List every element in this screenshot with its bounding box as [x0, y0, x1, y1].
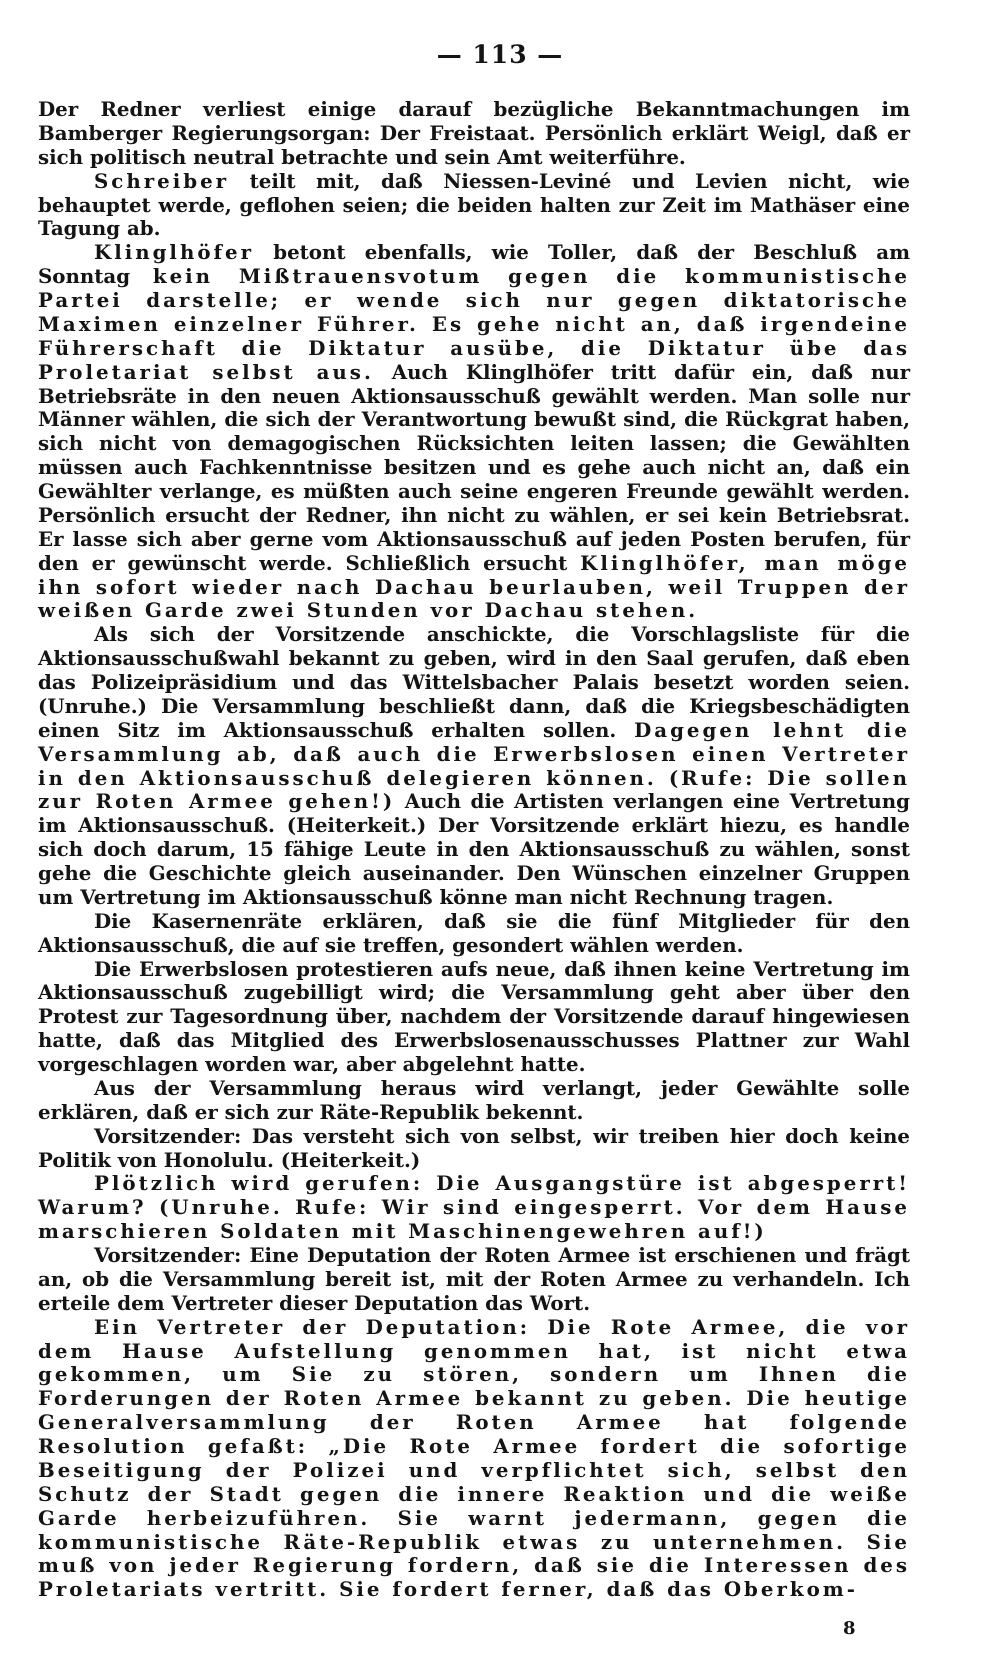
text-run: Vorsitzender: Das versteht sich von selbst, wir treiben hier doch keine Politik von Honolulu. (Heiterkeit.) — [38, 1123, 910, 1172]
paragraph — [38, 1172, 910, 1244]
signature-mark: 8 — [843, 1618, 856, 1639]
text-run: betont ebenfalls, wie Toller, daß der Beschluß am Sonntag — [38, 240, 910, 289]
text-run: Als sich der Vorsitzende anschickte, die Vorschlagsliste für die Aktionsausschußwahl bekannt zu geben, wird in den Saal gerufen, daß eben das Polizeipräsidium und das Wittelsbacher Palais besetzt worden seien. (Unruhe.) Die Versammlung beschließt dann, daß die Kriegsbeschädigten einen Sitz im Aktionsausschuß erhalten sollen. — [38, 622, 910, 742]
paragraph — [38, 98, 910, 170]
paragraph — [38, 1244, 910, 1316]
text-run: Der Redner verliest einige darauf bezügliche Bekanntmachungen im Bamberger Regierungsorgan: Der Freistaat. Persönlich erklärt Weigl, daß er sich politisch neutral betrachte und sein Amt weiterführe. — [38, 97, 910, 169]
text-run: Auch die Artisten verlangen eine Vertretung im Aktionsausschuß. (Heiterkeit.) Der Vorsitzende erklärt hiezu, es handle sich doch darum, 15 fähige Leute in den Aktionsausschuß zu wählen, sonst gehe die Geschichte gleich auseinander. Den Wünschen einzelner Gruppen um Vertretung im Aktionsausschuß könne man nicht Rechnung tragen. — [38, 789, 910, 909]
paragraph — [38, 241, 910, 623]
spaced-emphasis-text: Klinglhöfer — [94, 240, 255, 265]
spaced-emphasis-text: Plötzlich wird gerufen: Die Ausgangstüre ist abgesperrt! Warum? (Unruhe. Rufe: Wir sind eingesperrt. Vor dem Hause marschieren Soldaten mit Maschinengewehren auf!) — [38, 1171, 910, 1244]
paragraph — [38, 170, 910, 242]
spaced-emphasis-text: Klinglhöfer, man möge ihn sofort wieder nach Dachau beurlauben, weil Truppen der weißen Garde zwei Stunden vor Dachau stehen. — [38, 550, 911, 623]
text-run: Auch Klinglhöfer tritt dafür ein, daß nur Betriebsräte in den neuen Aktionsausschuß gewählt werden. Man solle nur Männer wählen, die sich der Verantwortung bewußt sind, die Rückgrat haben, sich nicht von demagogischen Rücksichten leiten lassen; die Gewählten müssen auch Fachkenntnisse besitzen und es gehe auch nicht an, daß ein Gewählter verlange, es müßten auch seine engeren Freunde gewählt werden. Persönlich ersucht der Redner, ihn nicht zu wählen, er sei kein Betriebsrat. Er lasse sich aber gerne vom Aktionsausschuß auf jeden Posten berufen, für den er gewünscht werde. Schließlich ersucht — [38, 359, 910, 575]
body-text — [38, 98, 910, 1602]
paragraph — [38, 1125, 910, 1173]
text-run: Die Kasernenräte erklären, daß sie die fünf Mitglieder für den Aktionsausschuß, die auf sie treffen, gesondert wählen werden. — [38, 908, 910, 957]
paragraph — [38, 958, 910, 1077]
paragraph — [38, 623, 910, 910]
paragraph — [38, 1077, 910, 1125]
spaced-emphasis-text: Ein Vertreter der Deputation: Die Rote Armee, die vor dem Hause Aufstellung genommen hat, ist nicht etwa gekommen, um Sie zu stören, sondern um Ihnen die Forderungen der Roten Armee bekannt zu geben. Die heutige Generalversammlung der Roten Armee hat folgende Resolution gefaßt: „Die Rote Armee fordert die sofortige Beseitigung der Polizei und verpflichtet sich, selbst den Schutz der Stadt gegen die innere Reaktion und die weiße Garde herbeizuführen. Sie warnt jedermann, gegen die kommunistische Räte-Republik etwas zu unternehmen. Sie muß von jeder Regierung fordern, daß sie die Interessen des Proletariats vertritt. Sie fordert ferner, daß das Oberkom- — [38, 1314, 910, 1602]
paragraph — [38, 1316, 910, 1603]
spaced-emphasis-text: kein Mißtrauensvotum gegen die kommunistische Partei darstelle; er wende sich nur gegen diktatorische Maximen einzelner Führer. Es gehe nicht an, daß irgendeine Führerschaft die Diktatur ausübe, die Diktatur übe das Proletariat selbst aus. — [38, 264, 910, 384]
spaced-emphasis-text: Schreiber — [94, 168, 230, 193]
text-run: teilt mit, daß Niessen-Leviné und Levien nicht, wie behauptet werde, geflohen seien; die beiden halten zur Zeit im Mathäser eine Tagung ab. — [38, 168, 910, 241]
page-number: — 113 — — [436, 40, 564, 69]
text-run: Vorsitzender: Eine Deputation der Roten Armee ist erschienen und frägt an, ob die Versammlung bereit ist, mit der Roten Armee zu verhandeln. Ich erteile dem Vertreter dieser Deputation das Wort. — [38, 1243, 910, 1315]
spaced-emphasis-text: Dagegen lehnt die Versammlung ab, daß auch die Erwerbslosen einen Vertreter in den Aktionsausschuß delegieren können. (Rufe: Die sollen zur Roten Armee gehen!) — [38, 717, 910, 814]
paragraph — [38, 910, 910, 958]
text-run: Aus der Versammlung heraus wird verlangt, jeder Gewählte solle erklären, daß er sich zur Räte-Republik bekennt. — [38, 1075, 910, 1124]
text-run: Die Erwerbslosen protestieren aufs neue, daß ihnen keine Vertretung im Aktionsausschuß zugebilligt wird; die Versammlung geht aber über den Protest zur Tagesordnung über, nachdem der Vorsitzende darauf hingewiesen hatte, daß das Mitglied des Erwerbslosenausschusses Plattner zur Wahl vorgeschlagen worden war, aber abgelehnt hatte. — [38, 956, 910, 1076]
